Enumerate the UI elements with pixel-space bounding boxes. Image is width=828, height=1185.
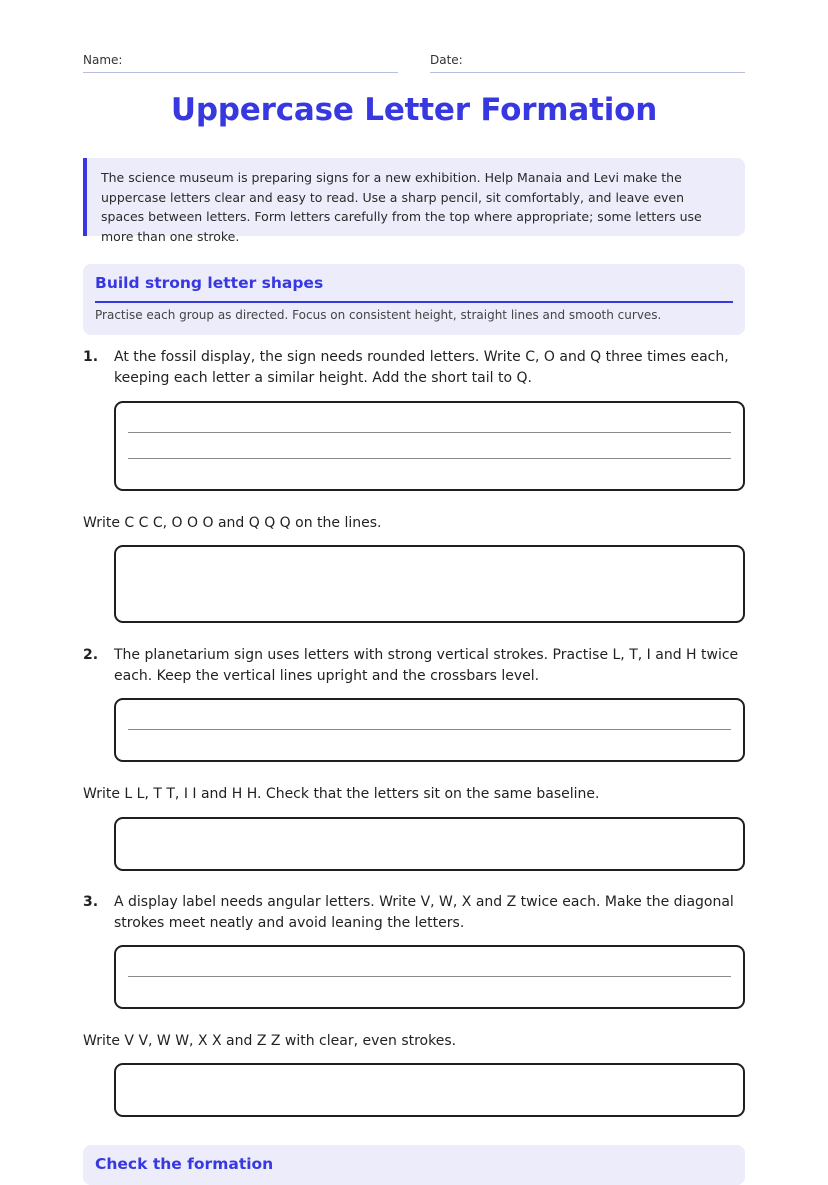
question-text: The planetarium sign uses letters with strong vertical strokes. Practise L, T, I and H twice each. Keep the vertical lines upright and the crossbars level. xyxy=(114,647,739,684)
followup-text: Write L L, T T, I I and H H. Check that the letters sit on the same baseline. xyxy=(83,786,600,802)
answer-box[interactable] xyxy=(114,817,745,871)
followup-text: Write C C C, O O O and Q Q Q on the lines. xyxy=(83,515,382,531)
question-text: A display label needs angular letters. Write V, W, X and Z twice each. Make the diagonal strokes meet neatly and avoid leaning the letters. xyxy=(114,894,734,931)
answer-box[interactable] xyxy=(114,945,745,1009)
name-label: Name: xyxy=(83,53,123,67)
writing-line xyxy=(128,976,731,977)
intro-callout: The science museum is preparing signs for a new exhibition. Help Manaia and Levi make the uppercase letters clear and easy to read. Use a sharp pencil, sit comfortably, and leave even spaces between letters. Form letters carefully from the top where appropriate; some letters use more than one stroke. xyxy=(83,158,745,236)
section-title: Check the formation xyxy=(95,1155,274,1173)
name-field[interactable] xyxy=(83,72,398,73)
date-label: Date: xyxy=(430,53,463,67)
section-title: Build strong letter shapes xyxy=(95,274,324,292)
answer-box[interactable] xyxy=(114,545,745,623)
question-number: 3. xyxy=(83,894,99,910)
followup-text: Write V V, W W, X X and Z Z with clear, even strokes. xyxy=(83,1033,457,1049)
page-title: Uppercase Letter Formation xyxy=(170,92,658,128)
date-field[interactable] xyxy=(430,72,745,73)
section-divider xyxy=(95,301,733,303)
writing-line xyxy=(128,729,731,730)
section-header-check xyxy=(83,1145,745,1185)
writing-line xyxy=(128,432,731,433)
question-text: At the fossil display, the sign needs rounded letters. Write C, O and Q three times each, keeping each letter a similar height. Add the short tail to Q. xyxy=(114,349,729,386)
section-header-build xyxy=(83,264,745,335)
section-note: Practise each group as directed. Focus on consistent height, straight lines and smooth curves. xyxy=(95,308,662,322)
answer-box[interactable] xyxy=(114,1063,745,1117)
question-number: 2. xyxy=(83,647,99,663)
writing-line xyxy=(128,458,731,459)
answer-box[interactable] xyxy=(114,698,745,762)
answer-box[interactable] xyxy=(114,401,745,491)
question-number: 1. xyxy=(83,349,99,365)
